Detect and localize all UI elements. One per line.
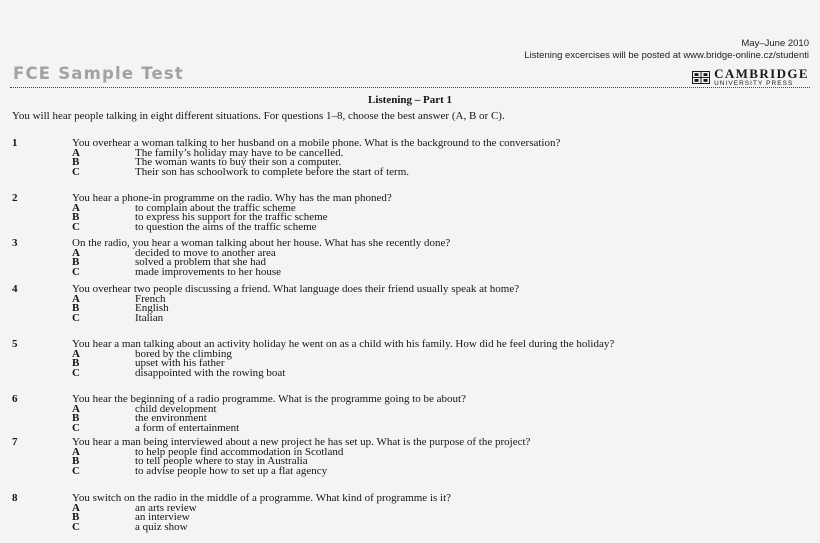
section-heading: Listening – Part 1 <box>367 94 453 106</box>
option-text: made improvements to her house <box>135 265 282 278</box>
crest-icon <box>692 71 710 84</box>
option-text: The family’s holiday may have to be cancelled. <box>135 146 344 159</box>
question-number: 6 <box>12 393 18 405</box>
option-text: an interview <box>135 511 190 524</box>
option-letter: A <box>72 347 80 360</box>
option-text: to advise people how to set up a flat agency <box>135 464 328 477</box>
option-letter: C <box>72 265 80 278</box>
question-text: You overhear a woman talking to her husband on a mobile phone. What is the background to the conversation? <box>72 137 561 149</box>
divider <box>10 87 810 88</box>
question-item <box>12 285 809 323</box>
option-letter: B <box>72 511 80 524</box>
instructions: You will hear people talking in eight different situations. For questions 1–8, choose the best answer (A, B or C). <box>12 110 505 122</box>
option-text: solved a problem that she had <box>135 256 267 269</box>
option-letter: C <box>72 220 80 233</box>
option-text: decided to move to another area <box>135 246 276 259</box>
issue-date: May–June 2010 <box>741 38 809 49</box>
answer-option <box>72 292 809 305</box>
option-letter: C <box>72 165 80 178</box>
option-text: to question the aims of the traffic scheme <box>135 220 317 233</box>
option-letter: A <box>72 402 80 415</box>
question-text: You hear a man being interviewed about a new project he has set up. What is the purpose of the project? <box>72 436 531 448</box>
question-text: On the radio, you hear a woman talking about her house. What has she recently done? <box>72 237 451 249</box>
question-number: 8 <box>12 492 18 504</box>
answer-option <box>72 311 809 324</box>
option-letter: B <box>72 211 80 224</box>
option-text: to help people find accommodation in Scotland <box>135 445 344 458</box>
question-item <box>12 494 809 532</box>
question-number: 5 <box>12 338 18 350</box>
option-text: to complain about the traffic scheme <box>135 201 296 214</box>
option-text: an arts review <box>135 501 197 514</box>
option-text: disappointed with the rowing boat <box>135 366 286 379</box>
question-number: 7 <box>12 436 18 448</box>
option-letter: C <box>72 464 80 477</box>
option-text: a quiz show <box>135 520 188 533</box>
question-text: You hear a man talking about an activity holiday he went on as a child with his family. How did he feel during the holiday? <box>72 338 615 350</box>
question-number: 1 <box>12 137 18 149</box>
answer-option <box>72 265 809 278</box>
answer-option <box>72 304 809 314</box>
option-text: upset with his father <box>135 357 225 370</box>
answer-option <box>72 220 809 233</box>
question-item <box>12 139 809 177</box>
question-item <box>12 340 809 378</box>
answer-option <box>72 366 809 379</box>
logo-wordmark: CAMBRIDGE <box>714 66 809 81</box>
option-text: The woman wants to buy their son a computer. <box>135 156 342 169</box>
logo-subtitle: UNIVERSITY PRESS <box>714 80 794 87</box>
question-text: You hear a phone-in programme on the radio. Why has the man phoned? <box>72 192 392 204</box>
option-letter: C <box>72 366 80 379</box>
option-letter: A <box>72 501 80 514</box>
option-letter: B <box>72 302 80 315</box>
option-text: Their son has schoolwork to complete before the start of term. <box>135 165 410 178</box>
page-title: FCE Sample Test <box>13 64 184 83</box>
question-text: You switch on the radio in the middle of a programme. What kind of programme is it? <box>72 492 452 504</box>
option-text: Italian <box>135 311 164 324</box>
option-letter: C <box>72 421 80 434</box>
question-number: 3 <box>12 237 18 249</box>
answer-option <box>72 520 809 533</box>
question-text: You hear the beginning of a radio programme. What is the programme going to be about? <box>72 393 466 405</box>
option-letter: A <box>72 246 80 259</box>
option-letter: B <box>72 412 80 425</box>
question-number: 2 <box>12 192 18 204</box>
option-letter: A <box>72 201 80 214</box>
question-item <box>12 438 809 476</box>
publisher-logo <box>692 67 809 87</box>
option-text: child development <box>135 402 217 415</box>
answer-option <box>72 421 809 434</box>
question-item <box>12 194 809 232</box>
notice-text: Listening excercises will be posted at www.bridge-online.cz/studenti <box>524 50 809 61</box>
option-letter: A <box>72 445 80 458</box>
option-letter: B <box>72 256 80 269</box>
option-letter: B <box>72 156 80 169</box>
question-item <box>12 239 809 277</box>
option-letter: C <box>72 311 80 324</box>
option-letter: B <box>72 455 80 468</box>
question-number: 4 <box>12 283 18 295</box>
option-letter: A <box>72 292 80 305</box>
option-text: English <box>135 302 169 315</box>
question-item <box>12 395 809 433</box>
answer-option <box>72 464 809 477</box>
question-text: You overhear two people discussing a friend. What language does their friend usually speak at home? <box>72 283 520 295</box>
option-letter: B <box>72 357 80 370</box>
option-text: a form of entertainment <box>135 421 240 434</box>
option-letter: C <box>72 520 80 533</box>
option-letter: A <box>72 146 80 159</box>
option-text: to express his support for the traffic scheme <box>135 211 328 224</box>
answer-option <box>72 165 809 178</box>
option-text: the environment <box>135 412 207 425</box>
option-text: to tell people where to stay in Australia <box>135 455 308 468</box>
option-text: bored by the climbing <box>135 347 232 360</box>
option-text: French <box>135 292 166 305</box>
